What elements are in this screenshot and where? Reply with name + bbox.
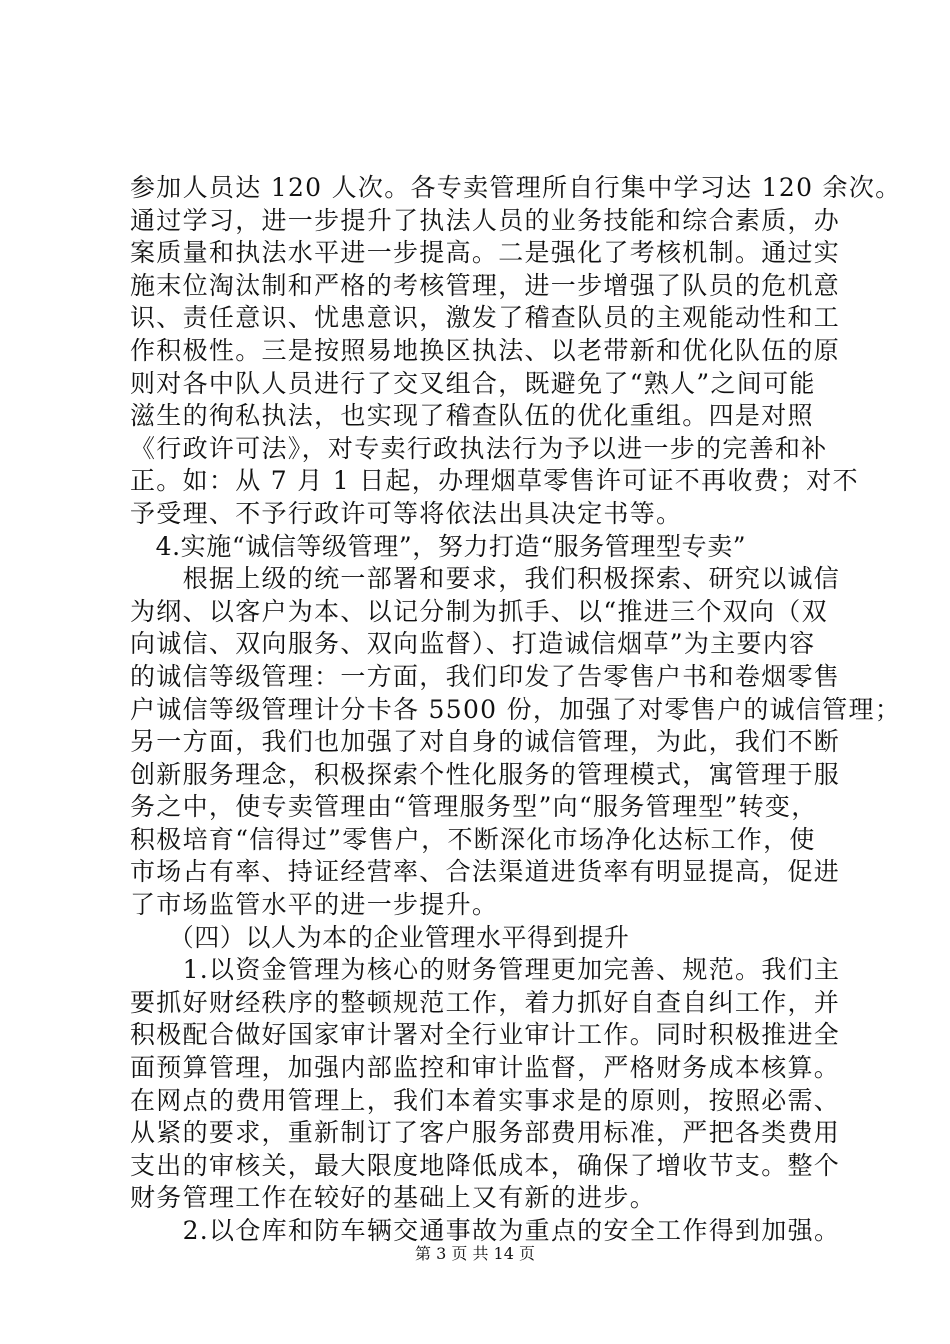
text-line: 识、责任意识、忧患意识，激发了稽查队员的主观能动性和工 xyxy=(130,303,841,333)
text-line: 正。如：从 7 月 1 日起，办理烟草零售许可证不再收费；对不 xyxy=(130,466,859,496)
text-line: 参加人员达 120 人次。各专卖管理所自行集中学习达 120 余次。 xyxy=(130,173,902,202)
text-line: 积极培育“信得过”零售户，不断深化市场净化达标工作，使 xyxy=(130,824,816,854)
text-line: 为纲、以客户为本、以记分制为抓手、以“推进三个双向（双 xyxy=(130,596,828,626)
text-line: 要抓好财经秩序的整顿规范工作，着力抓好自查自纠工作，并 xyxy=(130,987,841,1017)
text-line: 在网点的费用管理上，我们本着实事求是的原则，按照必需、 xyxy=(130,1085,841,1115)
text-line: 户诚信等级管理计分卡各 5500 份，加强了对零售户的诚信管理； xyxy=(130,694,902,724)
text-line: 根据上级的统一部署和要求，我们积极探索、研究以诚信 xyxy=(130,564,841,594)
text-line: 向诚信、双向服务、双向监督）、打造诚信烟草”为主要内容 xyxy=(130,629,816,659)
text-line: 施末位淘汰制和严格的考核管理，进一步增强了队员的危机意 xyxy=(130,270,841,300)
text-line: 积极配合做好国家审计署对全行业审计工作。同时积极推进全 xyxy=(130,1020,841,1050)
text-line: 支出的审核关，最大限度地降低成本，确保了增收节支。整个 xyxy=(130,1150,841,1180)
section-heading: （四）以人为本的企业管理水平得到提升 xyxy=(130,922,630,952)
text-line: 市场占有率、持证经营率、合法渠道进货率有明显提高，促进 xyxy=(130,857,841,887)
text-line: 通过学习，进一步提升了执法人员的业务技能和综合素质，办 xyxy=(130,205,841,235)
page-number-footer: 第 3 页 共 14 页 xyxy=(415,1244,535,1263)
text-line: 财务管理工作在较好的基础上又有新的进步。 xyxy=(130,1183,657,1213)
text-line: 滋生的徇私执法，也实现了稽查队伍的优化重组。四是对照 xyxy=(130,401,814,431)
text-line: 2.以仓库和防车辆交通事故为重点的安全工作得到加强。 xyxy=(130,1216,841,1245)
text-line: 了市场监管水平的进一步提升。 xyxy=(130,890,499,920)
text-line: 《行政许可法》，对专卖行政执法行为予以进一步的完善和补 xyxy=(130,433,828,463)
text-line: 予受理、不予行政许可等将依法出具决定书等。 xyxy=(130,498,683,528)
text-line: 案质量和执法水平进一步提高。二是强化了考核机制。通过实 xyxy=(130,238,841,268)
text-line: 面预算管理，加强内部监控和审计监督，严格财务成本核算。 xyxy=(130,1053,841,1083)
section-heading: 4.实施“诚信等级管理”，努力打造“服务管理型专卖” xyxy=(130,531,747,561)
text-line: 作积极性。三是按照易地换区执法、以老带新和优化队伍的原 xyxy=(130,335,841,365)
text-line: 的诚信等级管理：一方面，我们印发了告零售户书和卷烟零售 xyxy=(130,661,841,691)
text-line: 创新服务理念，积极探索个性化服务的管理模式，寓管理于服 xyxy=(130,759,841,789)
text-line: 则对各中队人员进行了交叉组合，既避免了“熟人”之间可能 xyxy=(130,368,816,398)
document-body xyxy=(130,172,902,1248)
text-line: 另一方面，我们也加强了对自身的诚信管理，为此，我们不断 xyxy=(130,727,841,757)
text-line: 1.以资金管理为核心的财务管理更加完善、规范。我们主 xyxy=(130,955,841,985)
text-line: 从紧的要求，重新制订了客户服务部费用标准，严把各类费用 xyxy=(130,1118,841,1148)
text-line: 务之中，使专卖管理由“管理服务型”向“服务管理型”转变， xyxy=(130,792,818,822)
